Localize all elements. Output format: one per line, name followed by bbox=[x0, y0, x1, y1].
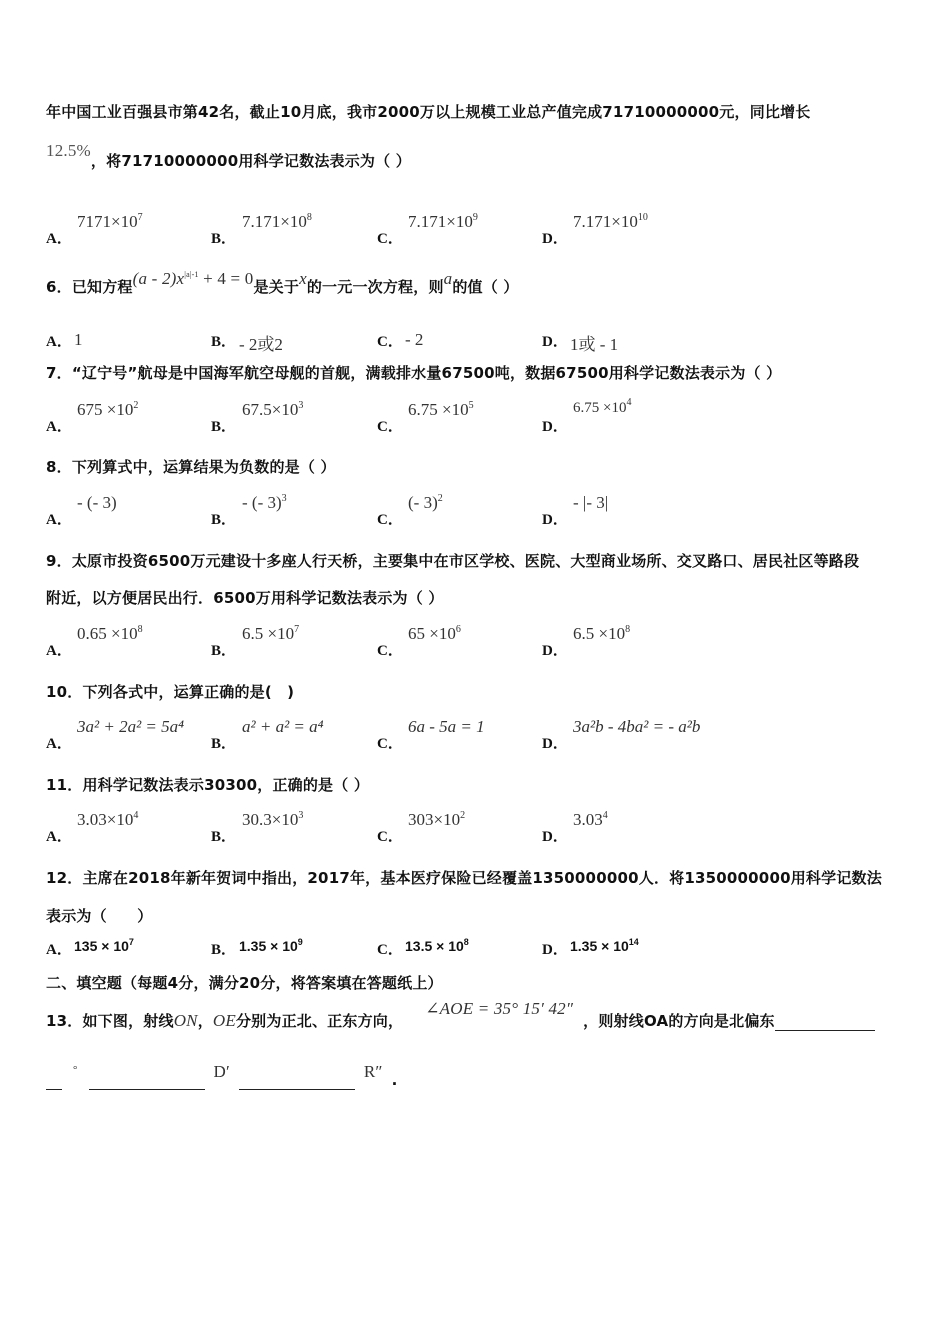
option-value: 3a² + 2a² = 5a⁴ bbox=[77, 717, 185, 736]
q13-angle: ∠AOE = 35° 15′ 42″ bbox=[425, 999, 574, 1018]
q6-mid: 是关于 bbox=[253, 278, 300, 296]
minute-mark: D′ bbox=[213, 1062, 230, 1081]
q5-options bbox=[46, 210, 906, 250]
q11-options bbox=[46, 808, 906, 848]
q6-stem bbox=[46, 269, 519, 297]
q13-answer-line bbox=[46, 1062, 398, 1090]
option-label: B． bbox=[211, 942, 237, 958]
option-label: D． bbox=[542, 334, 568, 350]
section-heading-fill-in: 二、填空题（每题4分，满分20分，将答案填在答题纸上） bbox=[46, 974, 443, 992]
option-label: B． bbox=[211, 419, 237, 435]
option-value: - 2 bbox=[405, 330, 424, 349]
option-value: $6.5 \times 10^7$ bbox=[242, 624, 300, 643]
option-label: C． bbox=[377, 643, 403, 659]
q13-period: . bbox=[391, 1071, 398, 1089]
option-value: $7.171\times 10^{10}$ bbox=[573, 212, 648, 231]
option-value: a² + a² = a⁴ bbox=[242, 717, 324, 736]
q8-options bbox=[46, 491, 906, 531]
q5-percent: 12.5% bbox=[46, 141, 91, 160]
q6-var-a: a bbox=[443, 269, 453, 288]
option-value: 1 bbox=[74, 330, 83, 349]
option-value: $6.5 \times 10^8$ bbox=[573, 624, 631, 643]
option-label: D． bbox=[542, 829, 568, 845]
option-label: B． bbox=[211, 643, 237, 659]
degree-mark: ° bbox=[72, 1064, 78, 1076]
option-label: C． bbox=[377, 512, 403, 528]
option-value: $30.3\times 10^3$ bbox=[242, 810, 304, 829]
option-value: - (- 3)$^3$ bbox=[242, 493, 287, 512]
q5-stem: ，将71710000000用科学记数法表示为（ ） bbox=[90, 152, 411, 170]
q12-options bbox=[46, 930, 906, 970]
q13-stem bbox=[46, 999, 875, 1031]
q6-var-x: x bbox=[299, 269, 307, 288]
q11-stem: 11．用科学记数法表示30300，正确的是（ ） bbox=[46, 776, 370, 794]
option-value: $1.35 \times 10^9$ bbox=[239, 937, 303, 954]
option-value: $65 \times 10^6$ bbox=[408, 624, 461, 643]
option-label: D． bbox=[542, 736, 568, 752]
q13-answer-blank-1[interactable] bbox=[775, 1030, 875, 1031]
option-label: A． bbox=[46, 334, 72, 350]
option-label: A． bbox=[46, 942, 72, 958]
q13-prefix: 13．如下图，射线 bbox=[46, 1012, 174, 1030]
option-label: B． bbox=[211, 829, 237, 845]
q13-ray-oe: OE bbox=[212, 1011, 236, 1030]
q5-line2 bbox=[46, 141, 411, 171]
q9-line1: 9．太原市投资6500万元建设十多座人行天桥，主要集中在市区学校、医院、大型商业场所、交叉路口、居民社区等路段 bbox=[46, 552, 860, 570]
option-value: - 2或2 bbox=[239, 335, 283, 354]
option-value: $6.75 \times 10^5$ bbox=[408, 400, 474, 419]
option-value: $0.65 \times 10^8$ bbox=[77, 624, 143, 643]
q10-stem: 10．下列各式中，运算正确的是( ) bbox=[46, 683, 295, 701]
option-value: (- 3)$^2$ bbox=[408, 493, 443, 512]
option-value: - (- 3) bbox=[77, 493, 117, 512]
option-label: D． bbox=[542, 643, 568, 659]
option-label: D． bbox=[542, 231, 568, 247]
option-label: C． bbox=[377, 231, 403, 247]
q12-line2: 表示为（ ） bbox=[46, 907, 153, 925]
option-value: - |- 3| bbox=[573, 493, 609, 512]
option-value: $303\times 10^2$ bbox=[408, 810, 466, 829]
q7-stem: 7．“辽宁号”航母是中国海军航空母舰的首舰，满载排水量67500吨，数据67500用科学记数法表示为（ ） bbox=[46, 364, 782, 382]
q13-sep: ， bbox=[197, 1012, 213, 1030]
option-label: D． bbox=[542, 419, 568, 435]
q6-equation: $(a - 2)x^{|a|-1} + 4 = 0$ bbox=[132, 269, 254, 288]
option-value: $135 \times 10^7$ bbox=[74, 937, 134, 954]
q6-options bbox=[46, 322, 906, 362]
option-value: $7.171\times 10^9$ bbox=[408, 212, 478, 231]
option-label: C． bbox=[377, 419, 403, 435]
q9-line2: 附近，以方便居民出行．6500万用科学记数法表示为（ ） bbox=[46, 589, 444, 607]
option-label: A． bbox=[46, 829, 72, 845]
q10-options bbox=[46, 715, 906, 755]
option-label: B． bbox=[211, 231, 237, 247]
option-label: A． bbox=[46, 419, 72, 435]
option-value: $7171\times 10^7$ bbox=[77, 212, 143, 231]
option-value: $1.35 \times 10^{14}$ bbox=[570, 937, 639, 954]
option-label: C． bbox=[377, 942, 403, 958]
q13-ray-on: ON bbox=[173, 1011, 198, 1030]
q13-suffix: ，则射线OA的方向是北偏东 bbox=[583, 1012, 775, 1030]
option-label: C． bbox=[377, 736, 403, 752]
option-label: B． bbox=[211, 736, 237, 752]
q12-line1: 12．主席在2018年新年贺词中指出，2017年，基本医疗保险已经覆盖1350000000人．将1350000000用科学记数法 bbox=[46, 869, 882, 887]
option-value: $3.03\times 10^4$ bbox=[77, 810, 139, 829]
option-value: $7.171\times 10^8$ bbox=[242, 212, 312, 231]
option-value: $67.5\times 10^3$ bbox=[242, 400, 304, 419]
q9-options bbox=[46, 622, 906, 662]
option-value: 3.03$^4$ bbox=[573, 810, 608, 829]
q13-answer-blank-minutes[interactable] bbox=[239, 1089, 355, 1090]
q5-line1: 年中国工业百强县市第42名，截止10月底，我市2000万以上规模工业总产值完成71710000000元，同比增长 bbox=[46, 103, 811, 121]
q6-mid2: 的一元一次方程，则 bbox=[306, 278, 444, 296]
option-label: B． bbox=[211, 512, 237, 528]
q6-suffix: 的值（ ） bbox=[452, 278, 519, 296]
option-label: C． bbox=[377, 829, 403, 845]
option-label: D． bbox=[542, 512, 568, 528]
option-label: A． bbox=[46, 231, 72, 247]
option-label: D． bbox=[542, 942, 568, 958]
option-label: A． bbox=[46, 512, 72, 528]
option-value: 1或 - 1 bbox=[570, 335, 619, 354]
q6-prefix: 6．已知方程 bbox=[46, 278, 133, 296]
option-value: 3a²b - 4ba² = - a²b bbox=[573, 717, 701, 736]
option-label: A． bbox=[46, 643, 72, 659]
option-value: $13.5 \times 10^8$ bbox=[405, 937, 469, 954]
option-value: 6a - 5a = 1 bbox=[408, 717, 485, 736]
q8-stem: 8．下列算式中，运算结果为负数的是（ ） bbox=[46, 458, 336, 476]
option-label: B． bbox=[211, 334, 237, 350]
option-label: C． bbox=[377, 334, 403, 350]
q13-answer-blank-degrees[interactable] bbox=[89, 1089, 205, 1090]
q13-mid: 分别为正北、正东方向， bbox=[235, 1012, 404, 1030]
q7-options bbox=[46, 398, 906, 438]
q13-answer-blank-2[interactable] bbox=[46, 1089, 62, 1090]
option-value: $675 \times 10^2$ bbox=[77, 400, 139, 419]
second-mark: R″ bbox=[363, 1062, 383, 1081]
option-label: A． bbox=[46, 736, 72, 752]
option-value: $6.75 \times 10^4$ bbox=[573, 397, 632, 416]
